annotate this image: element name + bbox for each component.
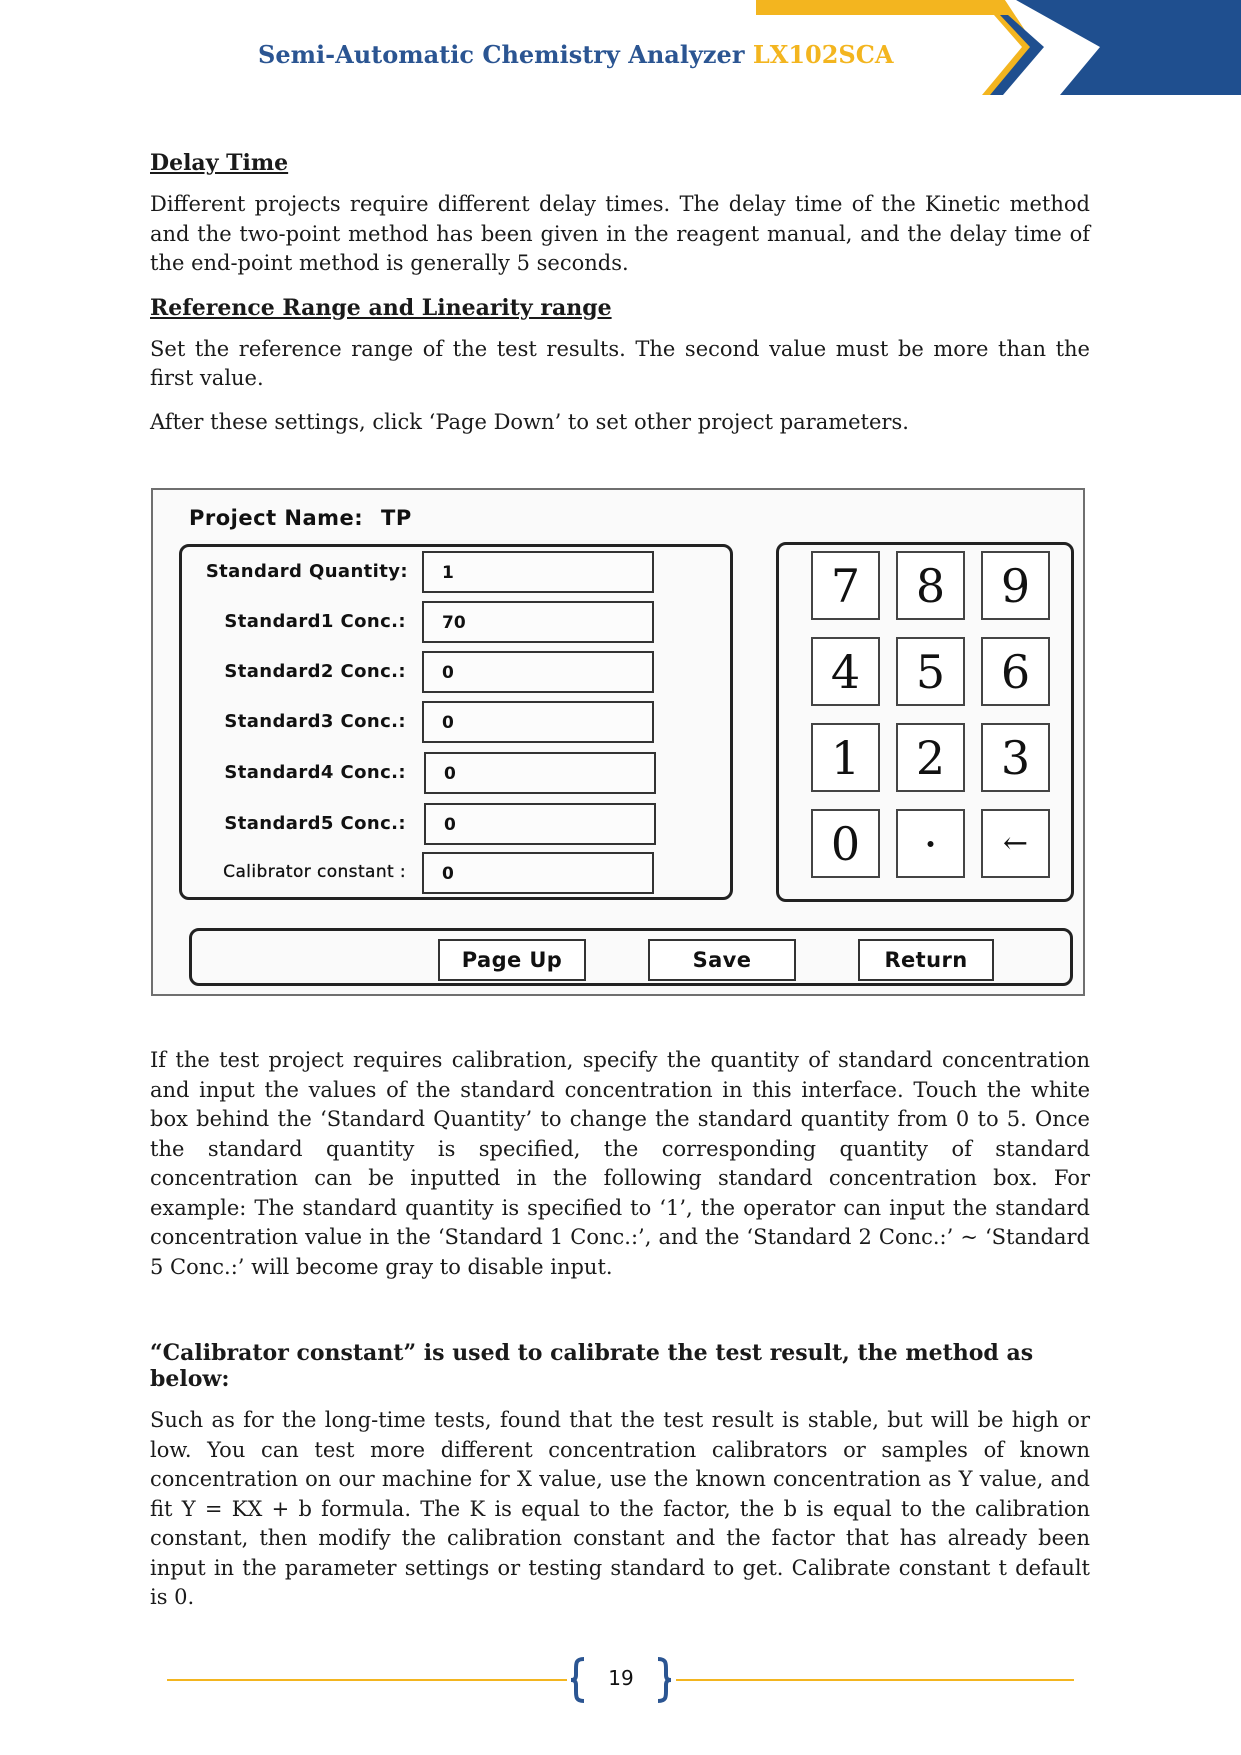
calibrator-constant-field[interactable]: 0 [422,852,654,894]
page-up-button[interactable]: Page Up [438,939,586,981]
standard4-conc-field[interactable]: 0 [424,752,656,794]
calibration-paragraph: If the test project requires calibration, specify the quantity of standard concentration and input the values of the standard concentration in this interface. Touch the white box behind the ‘Standard Quantity’ to change the standard quantity from 0 to 5. Once the standard quantity is specified, the corresponding quantity of standard concentration can be inputted in the following standard concentration box. For example: The standard quantity is specified to ‘1’, the operator can input the standard concentration value in the ‘Standard 1 Conc.:’, and the ‘Standard 2 Conc.:’ ~ ‘Standard 5 Conc.:’ will become gray to disable input. [150,1048,1090,1279]
key-8[interactable]: 8 [896,551,965,620]
return-button[interactable]: Return [858,939,994,981]
calibrator-constant-row [182,852,730,896]
page-number: 19 [608,1666,634,1690]
calibration-screen [151,488,1085,996]
calibrator-constant-paragraph: Such as for the long-time tests, found that the test result is stable, but will be high or low. You can test more different concentration calibrators or samples of known concentration on our machine for X value, use the known concentration as Y value, and fit Y = KX + b formula. The K is equal to the factor, the b is equal to the calibration constant, then modify the calibration constant and the factor that has already been input in the parameter settings or testing standard to get. Calibrate constant t default is 0. [150,1408,1090,1609]
numeric-keypad [776,542,1074,902]
standard2-conc-field[interactable]: 0 [422,651,654,693]
key-9[interactable]: 9 [981,551,1050,620]
standard1-conc-row [182,601,730,645]
standard4-conc-row [182,752,730,796]
calibration-section [150,1046,1090,1613]
project-name-label: Project Name: [189,506,364,530]
standard3-conc-label: Standard3 Conc.: [224,711,406,732]
key-1[interactable]: 1 [811,723,880,792]
key-2[interactable]: 2 [896,723,965,792]
standard3-conc-row [182,701,730,745]
model-number: LX102SCA [752,40,894,69]
button-bar [189,928,1073,986]
calibrator-constant-label: Calibrator constant : [223,862,406,882]
key-5[interactable]: 5 [896,637,965,706]
document-title [258,40,893,69]
standard4-conc-label: Standard4 Conc.: [224,762,406,783]
standard-quantity-field[interactable]: 1 [422,551,654,593]
key-4[interactable]: 4 [811,637,880,706]
delay-time-paragraph: Different projects require different delay times. The delay time of the Kinetic method and the two-point method has been given in the reagent manual, and the delay time of the end-point method is generally 5 seconds. [150,192,1090,275]
project-name [189,506,412,530]
delay-section [150,150,1090,437]
after-settings-paragraph: After these settings, click ‘Page Down’ to set other project parameters. [150,409,909,434]
footer-line-right [676,1679,1074,1681]
reference-range-heading: Reference Range and Linearity range [150,294,612,321]
standard-quantity-row [182,551,730,595]
standard-concentration-group [179,544,733,900]
standard2-conc-row [182,651,730,695]
key-0[interactable]: 0 [811,809,880,878]
standard1-conc-field[interactable]: 70 [422,601,654,643]
standard3-conc-field[interactable]: 0 [422,701,654,743]
standard5-conc-row [182,803,730,847]
project-name-value: TP [381,506,412,530]
standard5-conc-field[interactable]: 0 [424,803,656,845]
key-7[interactable]: 7 [811,551,880,620]
key-3[interactable]: 3 [981,723,1050,792]
key-6[interactable]: 6 [981,637,1050,706]
standard-quantity-label: Standard Quantity: [205,561,408,582]
calibrator-constant-heading: “Calibrator constant” is used to calibrate the test result, the method as below: [150,1340,1034,1392]
reference-range-paragraph: Set the reference range of the test results. The second value must be more than the first value. [150,336,1090,390]
save-button[interactable]: Save [648,939,796,981]
document-title-text: Semi-Automatic Chemistry Analyzer [258,40,745,69]
standard5-conc-label: Standard5 Conc.: [224,813,406,834]
key-backspace-arrow-icon[interactable]: ← [981,809,1050,878]
footer-line-left [167,1679,567,1681]
delay-time-heading: Delay Time [150,150,289,176]
key-decimal-point[interactable]: · [896,809,965,878]
standard1-conc-label: Standard1 Conc.: [224,611,406,632]
standard2-conc-label: Standard2 Conc.: [224,661,406,682]
